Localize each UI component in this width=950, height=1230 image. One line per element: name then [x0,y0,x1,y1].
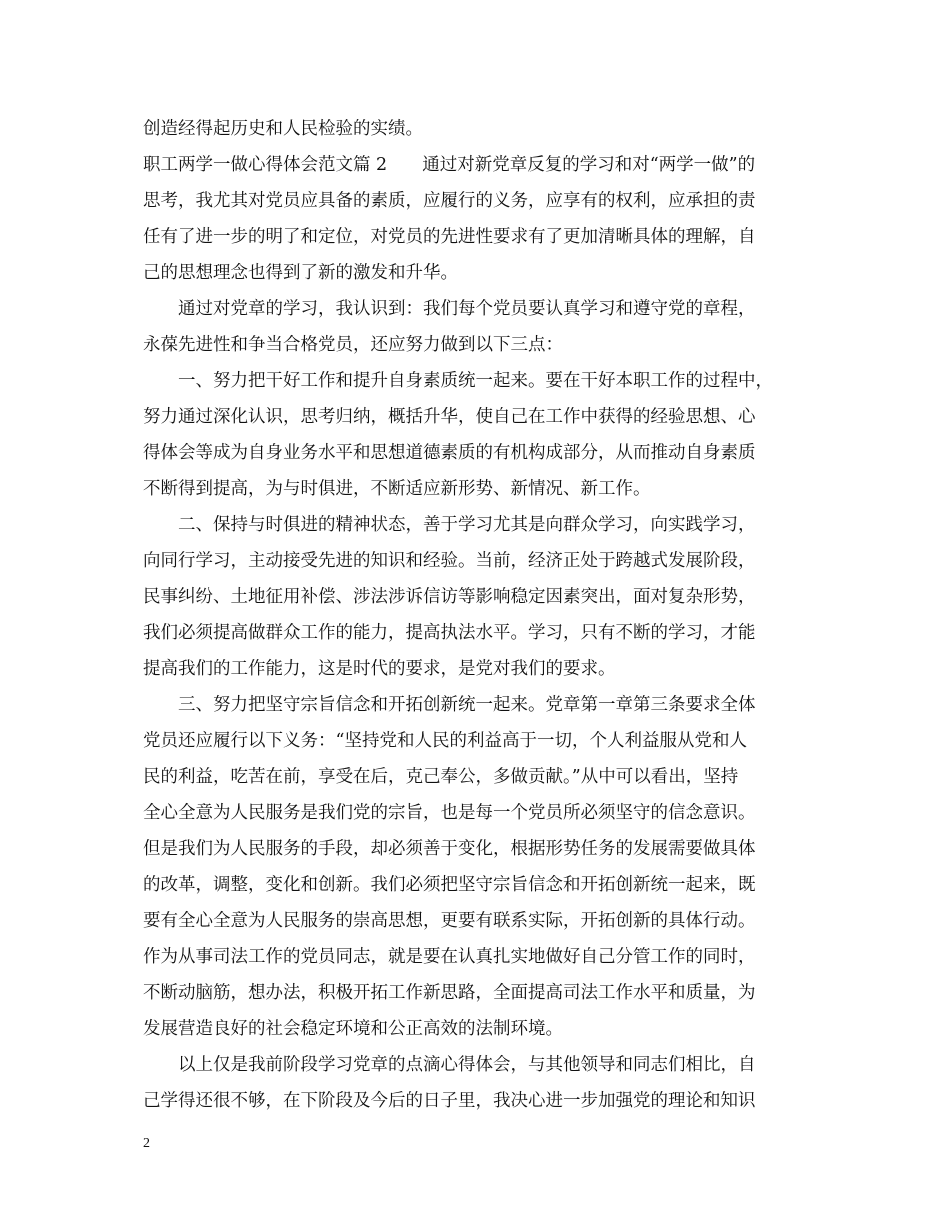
text-line: 提高我们的工作能力，这是时代的要求，是党对我们的要求。 [143,659,616,679]
text-line: 不断得到提高，为与时俱进，不断适应新形势、新情况、新工作。 [143,479,651,499]
text-line: 己的思想理念也得到了新的激发和升华。 [143,263,458,283]
text-line: 民的利益，吃苦在前，享受在后，克己奉公，多做贡献。”从中可以看出，坚持 [143,767,739,787]
text-line: 创造经得起历史和人民检验的实绩。 [143,119,423,139]
text-line: 三、努力把坚守宗旨信念和开拓创新统一起来。党章第一章第三条要求全体 [143,695,756,715]
text-line: 要有全心全意为人民服务的崇高思想，更要有联系实际，开拓创新的具体行动。 [143,911,756,931]
text-line: 发展营造良好的社会稳定环境和公正高效的法制环境。 [143,1019,563,1039]
text-line: 向同行学习，主动接受先进的知识和经验。当前，经济正处于跨越式发展阶段， [143,551,756,571]
text-line: 得体会等成为自身业务水平和思想道德素质的有机构成部分，从而推动自身素质 [143,443,756,463]
text-line: 二、保持与时俱进的精神状态，善于学习尤其是向群众学习，向实践学习， [143,515,756,535]
text-line: 我们必须提高做群众工作的能力，提高执法水平。学习，只有不断的学习，才能 [143,623,756,643]
text-line: 职工两学一做心得体会范文篇 2 通过对新党章反复的学习和对“两学一做”的 [143,155,756,175]
text-line: 党员还应履行以下义务：“坚持党和人民的利益高于一切，个人利益服从党和人 [143,731,747,751]
text-line: 永葆先进性和争当合格党员，还应努力做到以下三点： [143,335,563,355]
text-line: 一、努力把干好工作和提升自身素质统一起来。要在干好本职工作的过程中， [143,371,773,391]
text-line: 通过对党章的学习，我认识到：我们每个党员要认真学习和遵守党的章程， [143,299,756,319]
text-line: 任有了进一步的明了和定位，对党员的先进性要求有了更加清晰具体的理解，自 [143,227,756,247]
text-line: 以上仅是我前阶段学习党章的点滴心得体会，与其他领导和同志们相比，自 [143,1055,756,1075]
text-line: 的改革，调整，变化和创新。我们必须把坚守宗旨信念和开拓创新统一起来，既 [143,875,756,895]
text-line: 全心全意为人民服务是我们党的宗旨，也是每一个党员所必须坚守的信念意识。 [143,803,756,823]
text-line: 思考，我尤其对党员应具备的素质，应履行的义务，应享有的权利，应承担的责 [143,191,756,211]
text-line: 己学得还很不够，在下阶段及今后的日子里，我决心进一步加强党的理论和知识 [143,1091,756,1111]
text-line: 但是我们为人民服务的手段，却必须善于变化，根据形势任务的发展需要做具体 [143,839,756,859]
text-line: 民事纠纷、土地征用补偿、涉法涉诉信访等影响稳定因素突出，面对复杂形势， [143,587,756,607]
page-number: 2 [143,1136,150,1151]
text-line: 不断动脑筋，想办法，积极开拓工作新思路，全面提高司法工作水平和质量，为 [143,983,756,1003]
text-line: 作为从事司法工作的党员同志，就是要在认真扎实地做好自己分管工作的同时， [143,947,756,967]
text-line: 努力通过深化认识，思考归纳，概括升华，使自己在工作中获得的经验思想、心 [143,407,756,427]
